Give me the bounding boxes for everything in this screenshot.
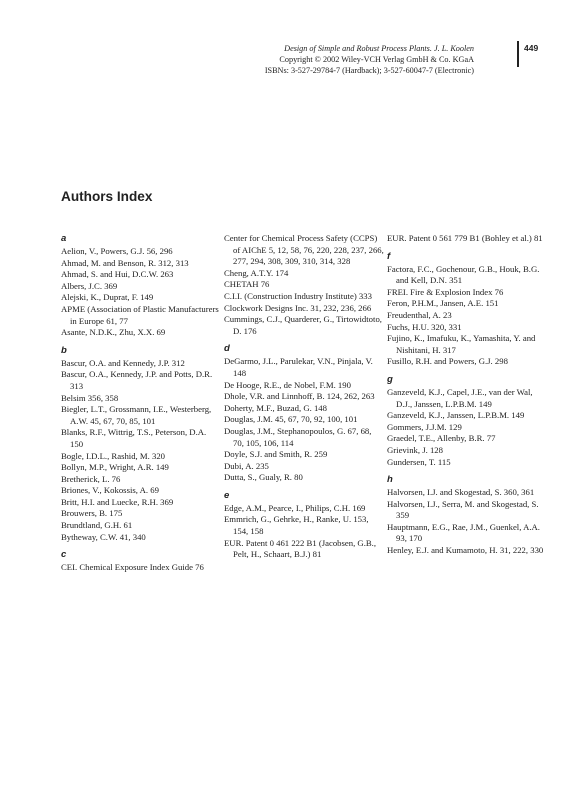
index-entry: Ahmad, S. and Hui, D.C.W. 263: [61, 269, 174, 280]
index-entry: Bretherick, L. 76: [61, 473, 121, 484]
index-entry: Feron, P.H.M., Jansen, A.E. 151: [387, 298, 499, 309]
index-entry: Dutta, S., Gualy, R. 80: [224, 472, 303, 483]
index-entry: Emmrich, G., Gehrke, H., Ranke, U. 153, 154, 158: [224, 514, 369, 537]
index-entry: Fuchs, H.U. 320, 331: [387, 321, 462, 332]
index-entry: Douglas, J.M. 45, 67, 70, 92, 100, 101: [224, 414, 358, 425]
index-entry: Bytheway, C.W. 41, 340: [61, 531, 146, 542]
index-entry: CEI. Chemical Exposure Index Guide 76: [61, 562, 204, 573]
index-entry: Hauptmann, E.G., Rae, J.M., Guenkel, A.A. 93, 170: [387, 521, 540, 544]
index-entry: Ahmad, M. and Benson, R. 312, 313: [61, 257, 189, 268]
isbn-line: ISBNs: 3-527-29784-7 (Hardback); 3-527-60047-7 (Electronic): [264, 66, 474, 75]
index-entry: Henley, E.J. and Kumamoto, H. 31, 222, 330: [387, 545, 544, 556]
index-entry: Clockwork Designs Inc. 31, 232, 236, 266: [224, 302, 372, 313]
header-rule: [517, 41, 519, 67]
index-entry: Blanks, R.F., Wittrig, T.S., Peterson, D.A. 150: [61, 427, 207, 449]
index-entry: Bollyn, M.P., Wright, A.R. 149: [61, 462, 169, 473]
section-letter: c: [61, 549, 67, 561]
section-letter: a: [61, 233, 67, 244]
index-entry: Briones, V., Kokossis, A. 69: [61, 485, 159, 496]
index-entry: CHETAH 76: [224, 279, 270, 290]
index-entry: Belsim 356, 358: [61, 392, 119, 403]
page-number: 449: [524, 43, 539, 53]
index-entry: Center for Chemical Process Safety (CCPS) of AIChE 5, 12, 58, 76, 220, 228, 237, 266, 277, 294, 308, 309, 310, 314, 328: [224, 233, 384, 267]
index-entry: Douglas, J.M., Stephanopoulos, G. 67, 68, 70, 105, 106, 114: [224, 425, 372, 448]
index-entry: Cummings, C.J., Quarderer, G., Tirtowidtoto, D. 176: [224, 314, 382, 336]
section-letter: h: [387, 474, 393, 486]
index-entry: Factora, F.C., Gochenour, G.B., Houk, B.G. and Kell, D.N. 351: [387, 263, 540, 286]
section-letter: f: [387, 250, 391, 262]
index-entry: EUR. Patent 0 561 779 B1 (Bohley et al.) 81: [387, 233, 543, 243]
section-letter: b: [61, 344, 67, 356]
index-entry: Brouwers, B. 175: [61, 508, 123, 519]
index-entry: FREI. Fire & Explosion Index 76: [387, 286, 504, 297]
index-entry: Edge, A.M., Pearce, I., Philips, C.H. 169: [224, 502, 366, 513]
index-column-3: [387, 233, 547, 557]
copyright-line: Copyright © 2002 Wiley-VCH Verlag GmbH & Co. KGaA: [279, 55, 474, 64]
page-header: [265, 43, 474, 76]
section-letter: d: [224, 343, 230, 355]
index-entry: Ganzeveld, K.J., Capel, J.E., van der Wal, D.J., Janssen, L.P.B.M. 149: [387, 386, 533, 409]
index-entry: Fusillo, R.H. and Powers, G.J. 298: [387, 356, 508, 367]
index-entry: Cheng, A.T.Y. 174: [224, 267, 289, 278]
index-entry: Halvorsen, I.J. and Skogestad, S. 360, 361: [387, 487, 535, 498]
index-entry: Doyle, S.J. and Smith, R. 259: [224, 449, 328, 460]
index-entry: Fujino, K., Imafuku, K., Yamashita, Y. and Nishitani, H. 317: [387, 333, 536, 355]
index-entry: Aelion, V., Powers, G.J. 56, 296: [61, 246, 173, 256]
index-title: Authors Index: [61, 189, 153, 204]
index-entry: Asante, N.D.K., Zhu, X.X. 69: [61, 327, 166, 338]
index-entry: Dubi, A. 235: [224, 460, 269, 471]
index-entry: C.I.I. (Construction Industry Institute) 333: [224, 290, 372, 301]
index-column-1: [61, 233, 221, 574]
index-entry: De Hooge, R.E., de Nobel, F.M. 190: [224, 379, 351, 390]
index-column-2: [224, 233, 384, 561]
index-entry: Bascur, O.A., Kennedy, J.P. and Potts, D.R. 313: [61, 369, 213, 391]
index-entry: Freudenthal, A. 23: [387, 309, 452, 320]
index-entry: Ganzeveld, K.J., Janssen, L.P.B.M. 149: [387, 410, 525, 421]
index-entry: EUR. Patent 0 461 222 B1 (Jacobsen, G.B., Pelt, H., Schaart, B.J.) 81: [224, 537, 377, 560]
section-letter: e: [224, 489, 230, 501]
index-entry: DeGarmo, J.L., Parulekar, V.N., Pinjala, V. 148: [224, 356, 373, 378]
index-entry: Britt, H.I. and Luecke, R.H. 369: [61, 496, 174, 507]
index-entry: Alejski, K., Duprat, F. 149: [61, 292, 154, 303]
index-entry: Halvorsen, I.J., Serra, M. and Skogestad, S. 359: [387, 498, 539, 521]
index-entry: Biegler, L.T., Grossmann, I.E., Westerberg, A.W. 45, 67, 70, 85, 101: [61, 404, 212, 426]
index-entry: Graedel, T.E., Allenby, B.R. 77: [387, 433, 496, 444]
index-entry: Gommers, J.J.M. 129: [387, 421, 462, 432]
index-entry: Albers, J.C. 369: [61, 280, 118, 291]
index-entry: Gundersen, T. 115: [387, 456, 451, 467]
index-entry: APME (Association of Plastic Manufacturers in Europe 61, 77: [61, 303, 219, 326]
index-entry: Grievink, J. 128: [387, 444, 443, 455]
index-entry: Brundtland, G.H. 61: [61, 520, 133, 531]
index-entry: Bogle, I.D.L., Rashid, M. 320: [61, 450, 166, 461]
book-title-line: Design of Simple and Robust Process Plants. J. L. Koolen: [284, 44, 474, 53]
index-entry: Dhole, V.R. and Linnhoff, B. 124, 262, 263: [224, 391, 375, 402]
section-letter: g: [387, 373, 393, 385]
index-entry: Bascur, O.A. and Kennedy, J.P. 312: [61, 357, 185, 368]
index-entry: Doherty, M.F., Buzad, G. 148: [224, 402, 327, 413]
